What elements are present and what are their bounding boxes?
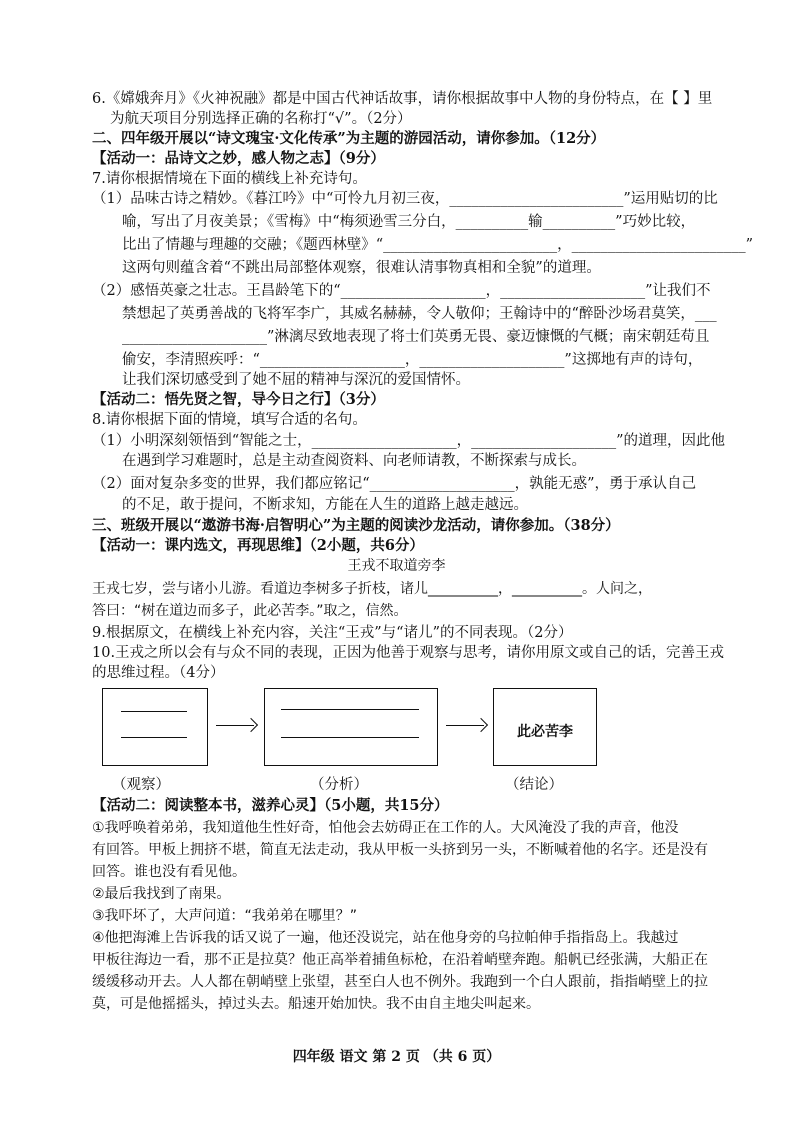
story-line-5: ③我吓坏了，大声问道：“我弟弟在哪里？”	[92, 908, 358, 924]
q7-1-line-2: 喻，写出了月夜美景；《雪梅》中“梅须逊雪三分白，__________输__________”巧妙比较，	[122, 214, 696, 230]
q8-2-line-2: 的不足，敢于提问，不断求知，方能在人生的道路上越走越远。	[122, 497, 528, 513]
q8-2-line-1: （2）面对复杂多变的世界，我们都应铭记“____________________，孰能无惑”，勇于承认自己	[92, 476, 697, 492]
section-3-heading: 三、班级开展以“遨游书海·启智明心”为主题的阅读沙龙活动，请你参加。（38分）	[92, 517, 620, 534]
passage-line-1: 王戎七岁，尝与诸小儿游。看道边李树多子折枝，诸儿__________，__________。人问之，	[92, 581, 652, 597]
label-conclusion: （结论）	[505, 777, 563, 793]
q8-prompt: 8.请你根据下面的情境，填写合适的名句。	[92, 412, 367, 428]
q6-line-2: 为航天项目分别选择正确的名称打“√”。（2分）	[110, 111, 412, 127]
reading-activity-1-heading: 【活动一：课内选文，再现思维】（2小题，共6分）	[92, 537, 424, 554]
story-line-1: ①我呼唤着弟弟，我知道他生性好奇，怕他会去妨碍正在工作的人。大风淹没了我的声音，他没	[92, 820, 679, 836]
q8-1-line-1: （1）小明深刻领悟到“智能之士，____________________，____________________”的道理，因此他	[92, 433, 726, 449]
story-line-2: 有回答。甲板上拥挤不堪，简直无法走动，我从甲板一头挤到另一头，不断喊着他的名字。还是没有	[92, 842, 708, 858]
story-line-4: ②最后我找到了南果。	[92, 886, 231, 902]
q7-2-line-1: （2）感悟英豪之壮志。王昌龄笔下的“____________________，____________________”让我们不	[92, 283, 711, 299]
story-line-3: 回答。谁也没有看见他。	[92, 864, 246, 880]
q7-2-line-4: 偷安，李清照疾呼：“____________________，____________________”这掷地有声的诗句，	[122, 352, 703, 368]
q9: 9.根据原文，在横线上补充内容，关注“王戎”与“诸儿”的不同表现。（2分）	[92, 625, 573, 641]
q7-2-line-3: ____________________”淋漓尽致地表现了将士们英勇无畏、豪迈慷慨的气概；南宋朝廷苟且	[122, 329, 710, 345]
activity-1-heading: 【活动一：品诗文之妙，感人物之志】（9分）	[92, 150, 385, 167]
q7-2-line-2: 禁想起了英勇善战的飞将军李广，其威名赫赫，令人敬仰；王翰诗中的“醉卧沙场君莫笑，___	[122, 306, 717, 322]
q6-line-1: 6.《嫦娥奔月》《火神祝融》都是中国古代神话故事，请你根据故事中人物的身份特点，在【 】里	[92, 91, 713, 107]
q7-1-line-3: 比出了情趣与理趣的交融；《题西林壁》“________________________，________________________”	[122, 237, 754, 253]
q7-prompt: 7.请你根据情境在下面的横线上补充诗句。	[92, 171, 367, 187]
observation-answer-line	[121, 711, 187, 712]
label-analysis: （分析）	[310, 777, 368, 793]
observation-box	[102, 688, 208, 766]
q10-line-1: 10.王戎之所以会有与众不同的表现，正因为他善于观察与思考，请你用原文或自己的话，完善王戎	[92, 645, 725, 661]
q10-line-2: 的思维过程。（4分）	[92, 665, 225, 681]
arrow-icon	[446, 725, 484, 726]
passage-title: 王戎不取道旁李	[347, 558, 446, 574]
conclusion-text: 此必苦李	[517, 724, 573, 740]
q8-1-line-2: 在遇到学习难题时，总是主动查阅资料、向老师请教，不断探索与成长。	[122, 453, 586, 469]
story-line-8: 缓缓移动开去。人人都在朝峭壁上张望，甚至白人也不例外。我跑到一个白人跟前，指指峭壁上的拉	[92, 974, 708, 990]
analysis-box	[264, 688, 438, 766]
arrow-icon	[216, 725, 254, 726]
analysis-answer-line	[281, 737, 419, 738]
passage-line-2: 答曰：“树在道边而多子，此必苦李。”取之，信然。	[92, 603, 408, 619]
page-footer: 四年级 语文 第 2 页 （共 6 页）	[292, 1049, 501, 1065]
activity-2-heading: 【活动二：悟先贤之智，导今日之行】（3分）	[92, 391, 385, 408]
story-line-9: 莫，可是他摇摇头，掉过头去。船速开始加快。我不由自主地尖叫起来。	[92, 996, 540, 1012]
q7-1-line-4: 这两句则蕴含着“不跳出局部整体观察，很难认清事物真相和全貌”的道理。	[122, 260, 601, 276]
label-observation: （观察）	[112, 777, 170, 793]
story-line-6: ④他把海滩上告诉我的话又说了一遍，他还没说完，站在他身旁的乌拉帕伸手指指岛上。我越过	[92, 930, 679, 946]
q7-2-line-5: 让我们深切感受到了她不屈的精神与深沉的爱国情怀。	[122, 372, 470, 388]
conclusion-box	[493, 688, 597, 766]
observation-answer-line	[121, 737, 187, 738]
reading-activity-2-heading: 【活动二：阅读整本书，滋养心灵】（5小题，共15分）	[92, 797, 449, 814]
section-2-heading: 二、四年级开展以“诗文瑰宝·文化传承”为主题的游园活动，请你参加。（12分）	[92, 130, 606, 147]
story-line-7: 甲板往海边一看，那不正是拉莫？他正高举着捕鱼标枪，在沿着峭壁奔跑。船帆已经张满，大船正在	[92, 952, 708, 968]
analysis-answer-line	[281, 709, 419, 710]
q7-1-line-1: （1）品味古诗之精妙。《暮江吟》中“可怜九月初三夜，________________________”运用贴切的比	[92, 191, 718, 207]
